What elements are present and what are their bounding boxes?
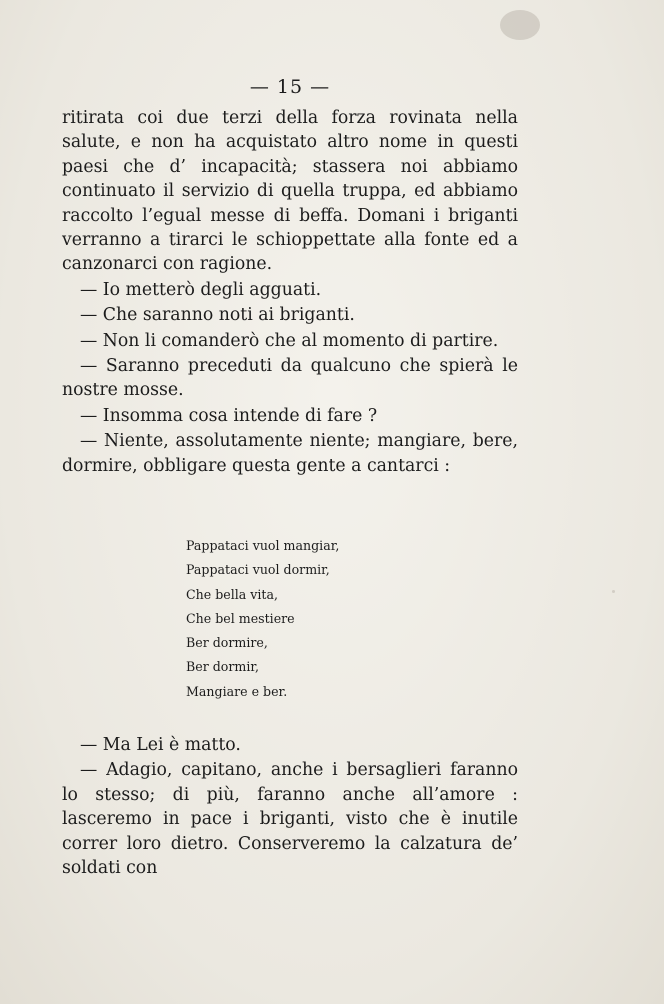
verse-line: Che bel mestiere bbox=[186, 610, 295, 626]
dialogue-line: — Non li comanderò che al momento di partire. bbox=[80, 330, 499, 351]
verse-line: Ber dormire, bbox=[186, 635, 268, 651]
verse-line: Che bella vita, bbox=[186, 586, 278, 602]
dialogue-line: — Saranno preceduti da qualcuno che spierà le nostre mosse. bbox=[62, 356, 518, 401]
dialogue-line: — Insomma cosa intende di fare ? bbox=[80, 405, 378, 426]
dialogue-line: — Adagio, capitano, anche i bersaglieri faranno lo stesso; di più, faranno anche all’amore : lasceremo in pace i briganti, visto che è inutile correr loro dietro. Conserveremo la calzatura de’ soldati con bbox=[62, 760, 518, 879]
verse-line: Pappataci vuol mangiar, bbox=[186, 538, 340, 553]
paper-speck bbox=[612, 590, 615, 593]
dialogue-line: — Io metterò degli agguati. bbox=[80, 279, 322, 300]
body-text-top bbox=[62, 106, 518, 478]
dialogue-line: — Niente, assolutamente niente; mangiare, bere, dormire, obbligare questa gente a cantarci : bbox=[62, 431, 518, 476]
paragraph: ritirata coi due terzi della forza rovinata nella salute, e non ha acquistato altro nome in questi paesi che d’ incapacità; stassera noi abbiamo continuato il servizio di quella truppa, ed abbiamo raccolto l’egual messe di beffa. Domani i briganti verranno a tirarci le schioppettate alla fonte ed a canzonarci con ragione. bbox=[62, 108, 518, 275]
verse-line: Pappataci vuol dormir, bbox=[186, 562, 330, 578]
page-number: — 15 — bbox=[249, 76, 331, 98]
verse-line: Mangiare e ber. bbox=[186, 683, 288, 699]
paper-stain bbox=[500, 10, 540, 40]
body-text-bottom bbox=[62, 732, 518, 880]
dialogue-line: — Ma Lei è matto. bbox=[80, 735, 241, 755]
verse-line: Ber dormir, bbox=[186, 659, 260, 675]
song-verse bbox=[186, 534, 339, 704]
dialogue-line: — Che saranno noti ai briganti. bbox=[80, 305, 355, 326]
